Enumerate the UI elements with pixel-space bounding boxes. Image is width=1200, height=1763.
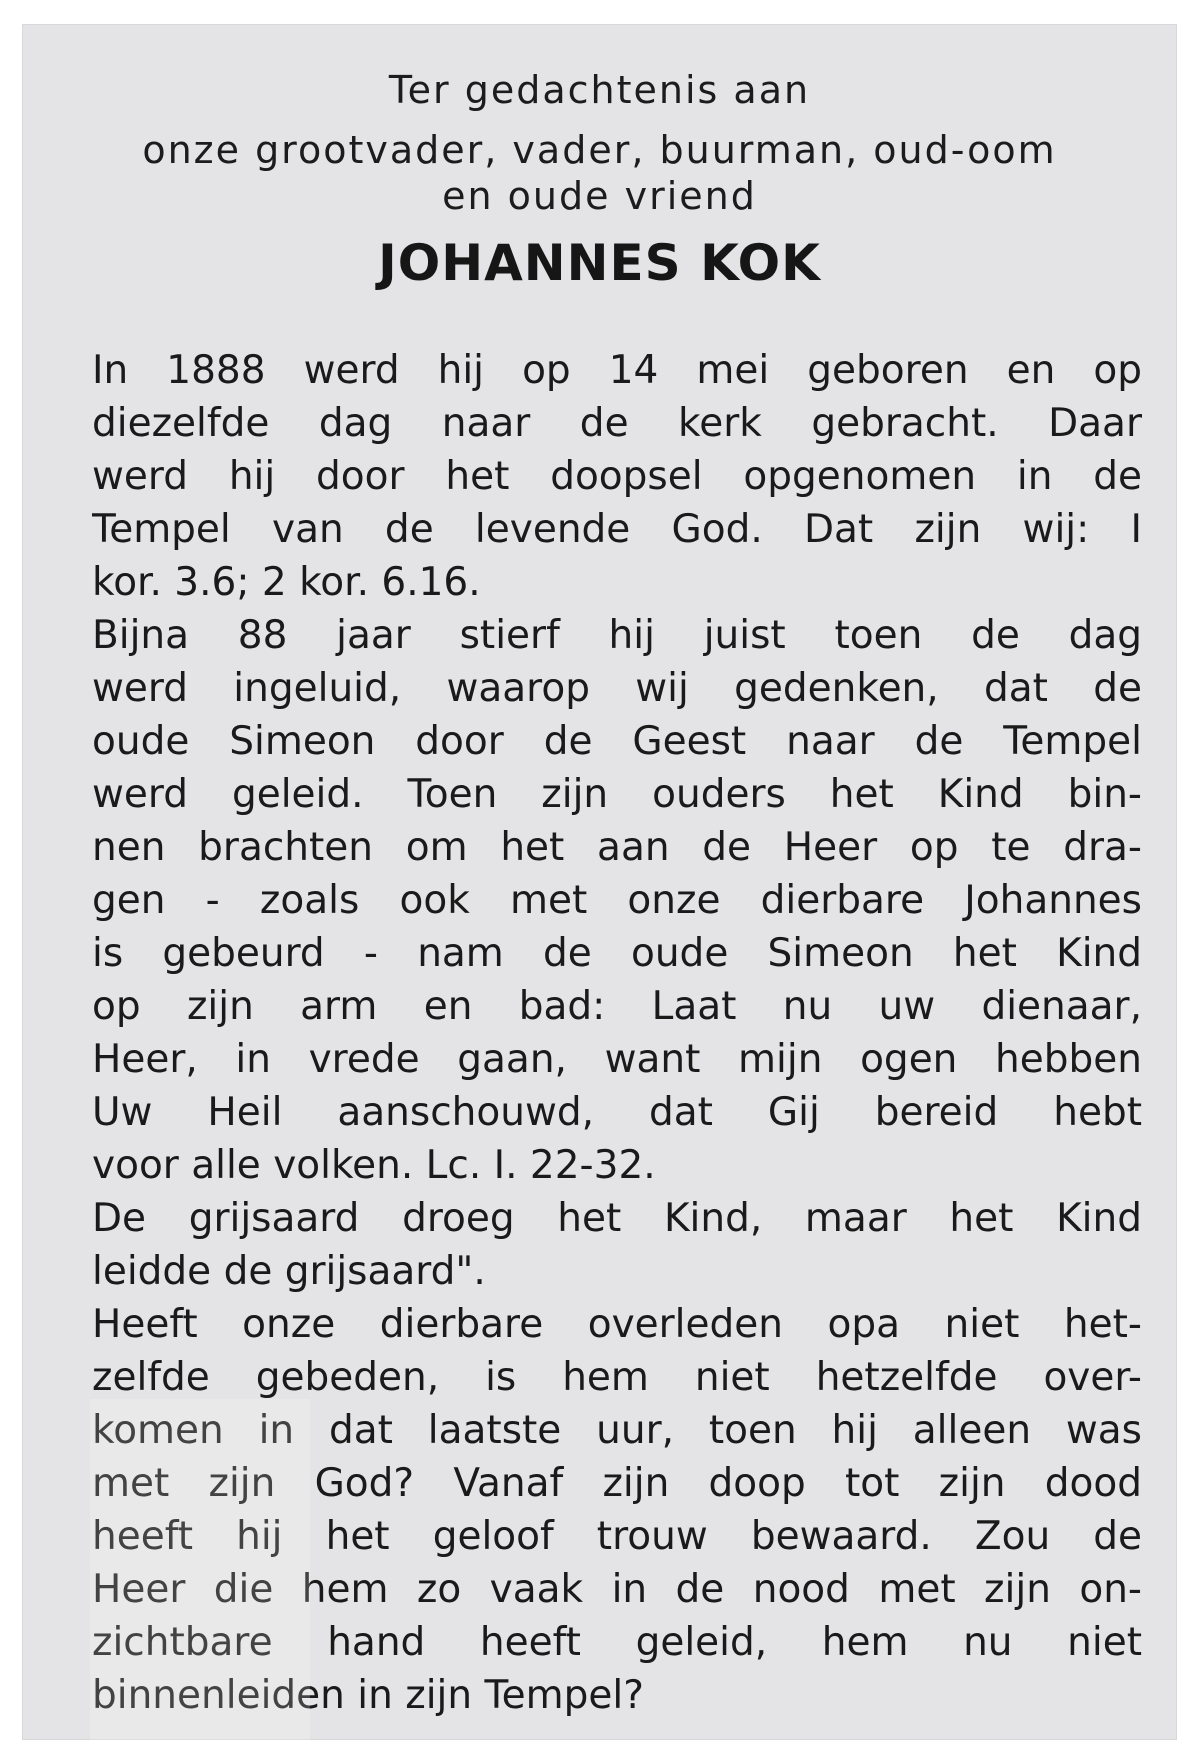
text-line: Bijna 88 jaar stierf hij juist toen de dag — [92, 613, 1142, 658]
text-line: In 1888 werd hij op 14 mei geboren en op — [92, 348, 1142, 393]
header-line-2: onze grootvader, vader, buurman, oud-oom — [142, 128, 1057, 172]
tape-mark — [90, 1399, 310, 1744]
text-line: met zijn God? Vanaf zijn doop tot zijn dood — [92, 1461, 1142, 1506]
text-line: Heeft onze dierbare overleden opa niet het- — [92, 1302, 1142, 1347]
deceased-name: JOHANNES KOK — [378, 234, 821, 292]
text-line: werd hij door het doopsel opgenomen in de — [92, 454, 1142, 499]
text-line: zelfde gebeden, is hem niet hetzelfde over- — [92, 1355, 1142, 1400]
text-line: Heer, in vrede gaan, want mijn ogen hebben — [92, 1037, 1142, 1082]
text-line: is gebeurd - nam de oude Simeon het Kind — [92, 931, 1142, 976]
memorial-card — [22, 24, 1177, 1740]
header-line-3: en oude vriend — [442, 174, 757, 218]
text-line: leidde de grijsaard". — [92, 1249, 486, 1294]
text-line: werd geleid. Toen zijn ouders het Kind bin- — [92, 772, 1142, 817]
text-line: binnenleiden in zijn Tempel? — [92, 1673, 644, 1718]
text-line: gen - zoals ook met onze dierbare Johannes — [92, 878, 1142, 923]
text-line: De grijsaard droeg het Kind, maar het Kind — [92, 1196, 1142, 1241]
text-line: Tempel van de levende God. Dat zijn wij: I — [92, 507, 1142, 552]
text-line: diezelfde dag naar de kerk gebracht. Daar — [92, 401, 1142, 446]
text-line: Uw Heil aanschouwd, dat Gij bereid hebt — [92, 1090, 1142, 1135]
text-line: nen brachten om het aan de Heer op te dra- — [92, 825, 1142, 870]
text-line: kor. 3.6; 2 kor. 6.16. — [92, 560, 481, 605]
text-line: Heer die hem zo vaak in de nood met zijn on- — [92, 1567, 1142, 1612]
text-line: oude Simeon door de Geest naar de Tempel — [92, 719, 1142, 764]
text-line: werd ingeluid, waarop wij gedenken, dat de — [92, 666, 1142, 711]
text-line: zichtbare hand heeft geleid, hem nu niet — [92, 1620, 1142, 1665]
text-line: heeft hij het geloof trouw bewaard. Zou de — [92, 1514, 1142, 1559]
text-line: komen in dat laatste uur, toen hij alleen was — [92, 1408, 1142, 1453]
text-line: voor alle volken. Lc. I. 22-32. — [92, 1143, 656, 1188]
text-line: op zijn arm en bad: Laat nu uw dienaar, — [92, 984, 1142, 1029]
header-line-1: Ter gedachtenis aan — [388, 68, 811, 112]
